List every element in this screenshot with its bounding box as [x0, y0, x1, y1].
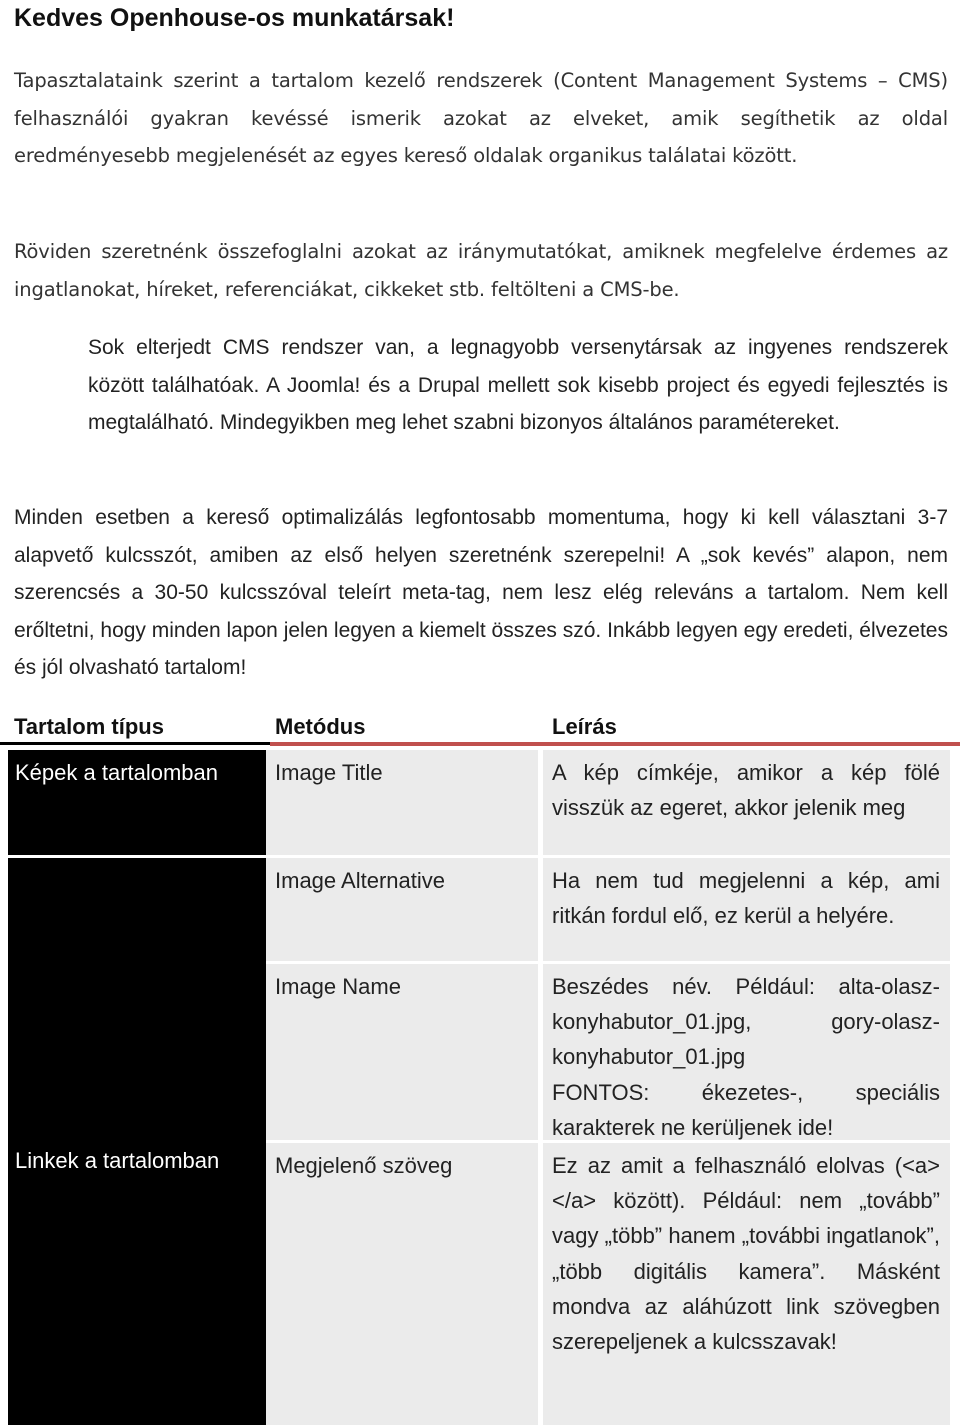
table-cell-description	[543, 750, 950, 855]
table-cell-method	[266, 858, 538, 961]
description-image-name-note: FONTOS: ékezetes-, speciális karakterek ne kerüljenek ide!	[552, 1079, 940, 1140]
type-images-label: Képek a tartalomban	[15, 760, 219, 785]
table-cell-description	[543, 1143, 950, 1425]
table-cell-method	[266, 1143, 538, 1425]
summary-paragraph: Röviden szeretnénk összefoglalni azokat az iránymutatókat, amiknek megfelelve érdemes az ingatlanokat, híreket, referenciákat, cikkeket stb. feltölteni a CMS-be.	[14, 240, 948, 301]
table-cell-method	[266, 750, 538, 855]
description-image-name: Beszédes név. Például: alta-olasz-konyhabutor_01.jpg, gory-olasz-konyhabutor_01.jpg	[552, 974, 940, 1070]
method-link-text: Megjelenő szöveg	[275, 1153, 453, 1178]
keywords-paragraph: Minden esetben a kereső optimalizálás legfontosabb momentuma, hogy ki kell választani 3-7 alapvető kulcsszót, amiben az első helyen szeretnénk szerepelni! A „sok kevés” alapon, nem szerencsés a 30-50 kulcsszóval teleírt meta-tag, nem lesz elég releváns a tartalom. Nem kell erőltetni, hogy minden lapon jelen legyen a kiemelt összes szó. Inkább legyen egy eredeti, élvezetes és jól olvasható tartalom!	[14, 506, 948, 679]
method-image-title: Image Title	[275, 760, 383, 785]
method-image-name: Image Name	[275, 974, 401, 999]
table-cell-method	[266, 964, 538, 1140]
method-image-alternative: Image Alternative	[275, 868, 445, 893]
type-links-label: Linkek a tartalomban	[15, 1148, 220, 1173]
description-image-alternative: Ha nem tud megjelenni a kép, ami ritkán fordul elő, ez kerül a helyére.	[552, 868, 940, 929]
table-cell-type-images	[8, 750, 266, 855]
table-cell-description	[543, 858, 950, 961]
header-description: Leírás	[552, 714, 617, 739]
description-image-title: A kép címkéje, amikor a kép fölé visszük az egeret, akkor jelenik meg	[552, 760, 940, 821]
header-content-type: Tartalom típus	[14, 714, 164, 739]
intro-paragraph: Tapasztalataink szerint a tartalom kezelő rendszerek (Content Management Systems – CMS) felhasználói gyakran kevéssé ismerik azokat az elveket, amik segíthetik az oldal eredményesebb megjelenését az egyes kereső oldalak organikus találatai között.	[14, 69, 948, 167]
table-cell-description	[543, 964, 950, 1140]
header-rule-left	[0, 742, 270, 745]
description-link-text: Ez az amit a felhasználó elolvas (<a> </a> között). Például: nem „tovább” vagy „több” hanem „további ingatlanok”, „több digitális kamera”. Másként mondva az aláhúzott link szövegben szerepeljenek a kulcsszavak!	[552, 1153, 940, 1355]
header-method: Metódus	[275, 714, 366, 739]
cms-paragraph: Sok elterjedt CMS rendszer van, a legnagyobb versenytársak az ingyenes rendszerek között találhatóak. A Joomla! és a Drupal mellett sok kisebb project és egyedi fejlesztés is megtalálható. Mindegyikben meg lehet szabni bizonyos általános paramétereket.	[88, 336, 948, 434]
header-rule-right	[270, 742, 960, 746]
table-cell-type-links	[8, 858, 266, 1425]
page-title: Kedves Openhouse-os munkatársak!	[14, 4, 455, 32]
